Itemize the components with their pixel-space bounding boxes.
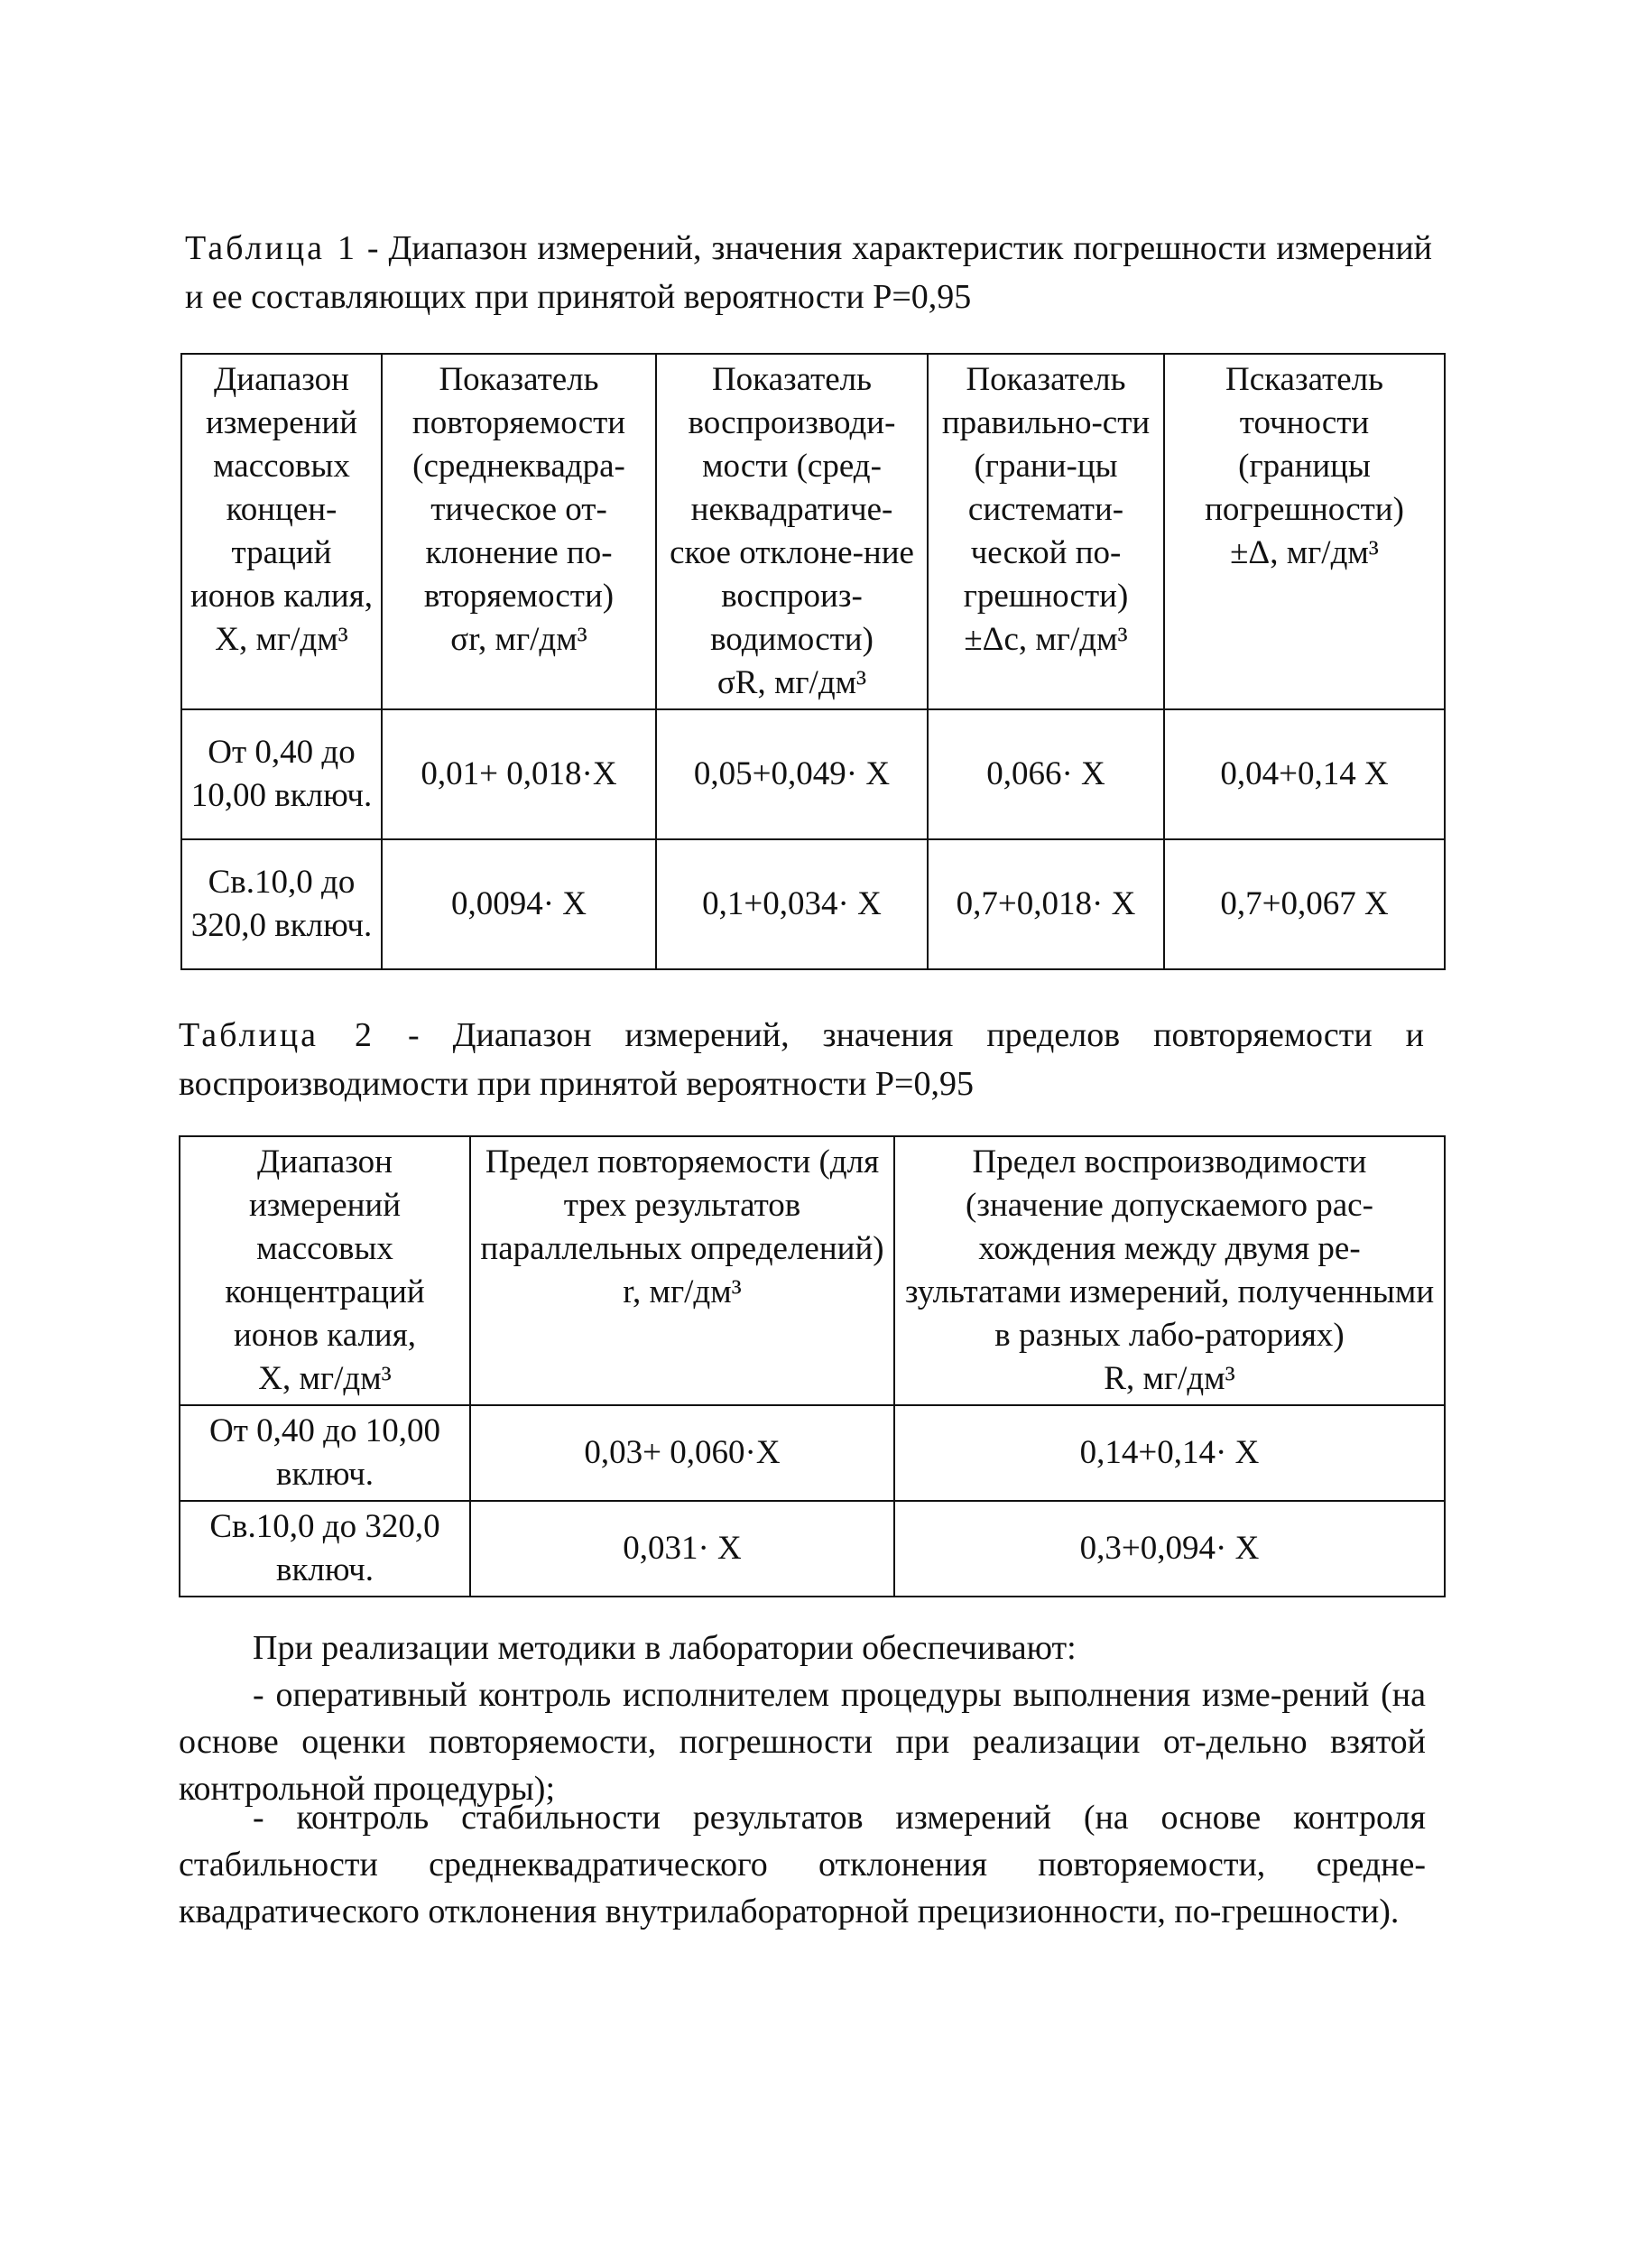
table2-cell-reproducibility-limit: 0,14+0,14· X [894, 1405, 1445, 1501]
table2-cell-range: От 0,40 до 10,00 включ. [180, 1405, 470, 1501]
table2-header-text: Предел повторяемости (для трех результатов параллельных определений) [480, 1143, 884, 1267]
table1-header-cell [382, 354, 656, 709]
table2-header-cell [894, 1136, 1445, 1405]
table2-header-cell [180, 1136, 470, 1405]
table1-header-text: Диапазон измерений массовых концен-траций ионов калия, [190, 361, 374, 615]
table1-header-text: Показатель повторяемости (среднеквадра-тическое от-клонение по-вторяемости) [411, 361, 626, 615]
table2-cell-repeatability-limit: 0,03+ 0,060·X [470, 1405, 894, 1501]
table2 [179, 1135, 1446, 1597]
table2-header-cell [470, 1136, 894, 1405]
table2-caption [179, 1011, 1424, 1108]
table1-header-text: Показатель воспроизводи-мости (сред-неквадратиче-ское отклоне-ние воспроиз-водимости) [670, 361, 914, 658]
table2-header-text: Диапазон измерений массовых концентраций ионов калия, [225, 1143, 425, 1354]
table2-cell-repeatability-limit: 0,031· X [470, 1501, 894, 1597]
table1-header-unit: σr, мг/дм³ [450, 621, 587, 658]
table2-header-text: Предел воспроизводимости (значение допускаемого рас-хождения между двумя ре-зультатами измерений, полученными в разных лабо-раториях) [904, 1143, 1435, 1354]
table1-cell-accuracy: 0,7+0,067 X [1164, 839, 1445, 969]
table1-caption-label: Таблица 1 [185, 229, 357, 267]
table1-header-unit: σR, мг/дм³ [716, 664, 867, 701]
table1-header-cell [928, 354, 1164, 709]
table1-cell-reproducibility: 0,05+0,049· X [656, 709, 928, 839]
table-row [180, 1405, 1445, 1501]
table2-caption-text: - Диапазон измерений, значения пределов повторяемости и воспроизводимости при принятой вероятности Р=0,95 [179, 1016, 1424, 1103]
table1-cell-trueness: 0,7+0,018· X [928, 839, 1164, 969]
table1 [180, 353, 1446, 970]
table1-header-cell [181, 354, 382, 709]
table-row [181, 839, 1445, 969]
table1-caption [185, 224, 1432, 321]
table1-header-text: Показатель правильно-сти (грани-цы системати-ческой по-грешности) [941, 361, 1151, 615]
table1-header-cell [656, 354, 928, 709]
table1-cell-reproducibility: 0,1+0,034· X [656, 839, 928, 969]
table1-header-row [181, 354, 1445, 709]
body-list-item: - контроль стабильности результатов измерений (на основе контроля стабильности среднеквадратического отклонения повторяемости, средне-квадратического отклонения внутрилабораторной прецизионности, по-грешности). [179, 1799, 1426, 1930]
table2-cell-range: Св.10,0 до 320,0 включ. [180, 1501, 470, 1597]
table2-header-row [180, 1136, 1445, 1405]
table1-cell-range: От 0,40 до 10,00 включ. [181, 709, 382, 839]
body-list-item: - оперативный контроль исполнителем процедуры выполнения изме-рений (на основе оценки повторяемости, погрешности при реализации от-дельно взятой контрольной процедуры); [179, 1676, 1426, 1808]
table1-header-cell [1164, 354, 1445, 709]
table2-cell-reproducibility-limit: 0,3+0,094· X [894, 1501, 1445, 1597]
table1-cell-trueness: 0,066· X [928, 709, 1164, 839]
table1-caption-text: - Диапазон измерений, значения характеристик погрешности измерений и ее составляющих при принятой вероятности Р=0,95 [185, 229, 1432, 316]
table1-cell-repeatability: 0,01+ 0,018·X [382, 709, 656, 839]
table1-header-unit: X, мг/дм³ [215, 621, 348, 658]
table1-cell-repeatability: 0,0094· X [382, 839, 656, 969]
table1-header-text: Псказатель точности (границы погрешности) [1205, 361, 1404, 528]
table2-header-unit: r, мг/дм³ [623, 1273, 742, 1310]
table2-header-unit: X, мг/дм³ [258, 1360, 392, 1397]
table1-header-unit: ±Δс, мг/дм³ [964, 621, 1128, 658]
table-row [181, 709, 1445, 839]
table1-header-unit: ±Δ, мг/дм³ [1230, 534, 1379, 571]
table1-cell-range: Св.10,0 до 320,0 включ. [181, 839, 382, 969]
table1-cell-accuracy: 0,04+0,14 X [1164, 709, 1445, 839]
body-paragraph-intro: При реализации методики в лаборатории обеспечивают: [253, 1629, 1077, 1667]
table2-caption-label: Таблица 2 [179, 1016, 374, 1054]
table-row [180, 1501, 1445, 1597]
table2-header-unit: R, мг/дм³ [1104, 1360, 1235, 1397]
